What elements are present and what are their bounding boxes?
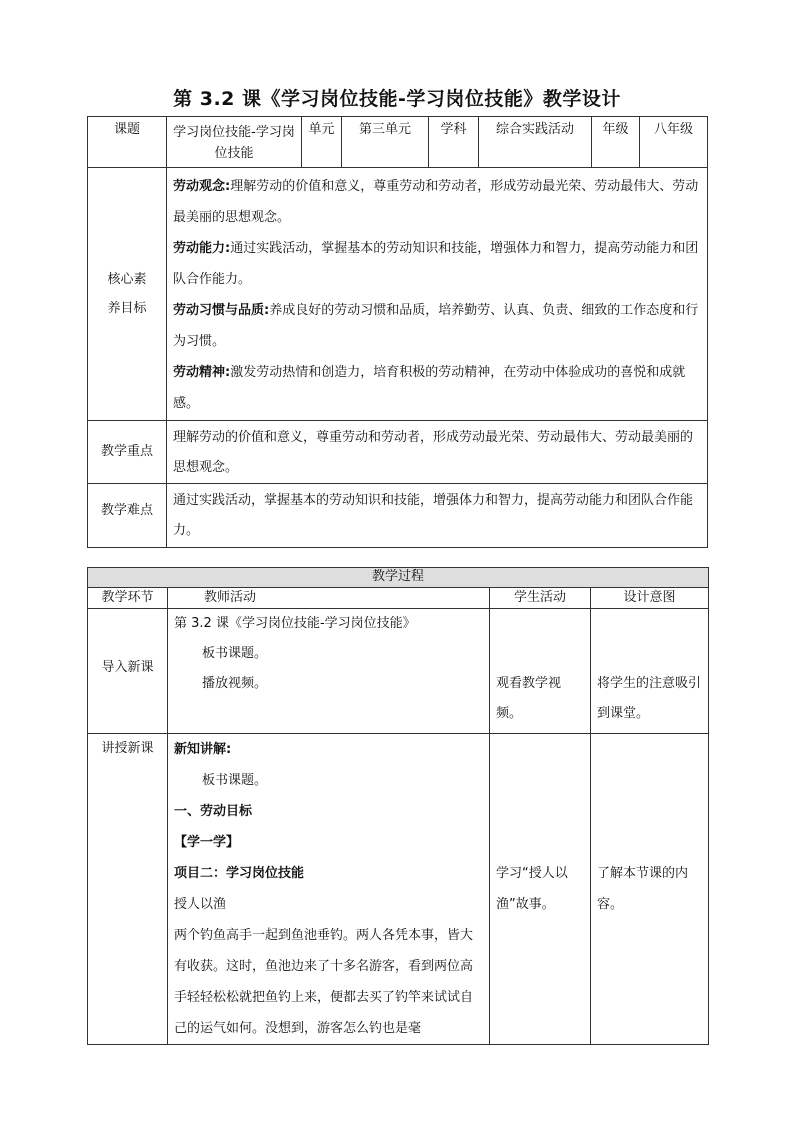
difficulty-label: 教学难点: [88, 484, 167, 548]
core-item: [173, 295, 701, 357]
info-table: [87, 116, 708, 548]
core-item: [173, 233, 701, 295]
difficulty-text: 通过实践活动，掌握基本的劳动知识和技能，增强体力和智力，提高劳动能力和团队合作能力。: [167, 484, 708, 548]
teach-stage: 讲授新课: [88, 734, 168, 1045]
intro-stage: 导入新课: [88, 609, 168, 734]
core-item-text: 激发劳动热情和创造力，培育积极的劳动精神，在劳动中体验成功的喜悦和成就感。: [173, 365, 686, 411]
core-row: [88, 168, 708, 421]
page-title: 第 3.2 课《学习岗位技能-学习岗位技能》教学设计: [173, 88, 621, 110]
col-student-header: 学生活动: [490, 588, 591, 609]
intro-teacher: [168, 609, 490, 734]
key-point-text: 理解劳动的价值和意义，尊重劳动和劳动者，形成劳动最光荣、劳动最伟大、劳动最美丽的思想观念。: [167, 421, 708, 484]
core-content: [167, 168, 708, 421]
unit-value: 第三单元: [342, 117, 429, 168]
unit-label: 单元: [302, 117, 342, 168]
teach-teacher-line: 新知讲解:: [174, 742, 232, 757]
teach-teacher-line: 一、劳动目标: [174, 804, 253, 819]
grade-label: 年级: [592, 117, 640, 168]
topic-label: 课题: [88, 117, 167, 168]
process-table: [87, 567, 709, 1045]
teach-teacher-line: 授人以渔: [174, 897, 227, 912]
teach-teacher-line: 项目二：学习岗位技能: [174, 866, 305, 881]
teach-story-text: 两个钓鱼高手一起到鱼池垂钓。两人各凭本事，皆大有收获。这时，鱼池边来了十多名游客，看到两位高手轻轻松松就把鱼钓上来，便都去买了钓竿来试试自己的运气如何。没想到，游客怎么钓也是毫: [174, 928, 474, 1036]
key-point-row: [88, 421, 708, 484]
intro-intent: 将学生的注意吸引到课堂。: [591, 609, 709, 734]
process-title: 教学过程: [88, 568, 709, 588]
col-stage-header: 教学环节: [88, 588, 168, 609]
subject-label: 学科: [429, 117, 479, 168]
core-item-text: 理解劳动的价值和意义，尊重劳动和劳动者，形成劳动最光荣、劳动最伟大、劳动最美丽的思想观念。: [173, 179, 699, 225]
key-point-label: 教学重点: [88, 421, 167, 484]
teach-intent: 了解本节课的内容。: [591, 734, 709, 1045]
topic-value: 学习岗位技能-学习岗位技能: [167, 117, 302, 168]
info-row: [88, 117, 708, 168]
difficulty-row: [88, 484, 708, 548]
core-item-head: 劳动习惯与品质:: [173, 303, 270, 318]
core-item-text: 养成良好的劳动习惯和品质，培养勤劳、认真、负责、细致的工作态度和行为习惯。: [173, 303, 699, 349]
core-label: 核心素养目标: [88, 168, 167, 421]
teach-teacher: [168, 734, 490, 1045]
subject-value: 综合实践活动: [479, 117, 592, 168]
intro-teacher-line: 板书课题。: [202, 646, 268, 661]
teach-teacher-line: 板书课题。: [202, 773, 268, 788]
intro-teacher-line: 播放视频。: [202, 676, 268, 691]
core-item-head: 劳动能力:: [173, 241, 231, 256]
process-header-row: [88, 588, 709, 609]
teach-row: [88, 734, 709, 1045]
col-teacher-header: 教师活动: [168, 588, 490, 609]
grade-value: 八年级: [640, 117, 708, 168]
core-item-head: 劳动观念:: [173, 179, 231, 194]
intro-teacher-line: 第 3.2 课《学习岗位技能-学习岗位技能》: [174, 616, 416, 631]
core-item-head: 劳动精神:: [173, 365, 231, 380]
col-intent-header: 设计意图: [591, 588, 709, 609]
core-item-text: 通过实践活动，掌握基本的劳动知识和技能，增强体力和智力，提高劳动能力和团队合作能力。: [173, 241, 699, 287]
intro-row: [88, 609, 709, 734]
core-item: [173, 357, 701, 419]
teach-teacher-line: 【学一学】: [174, 835, 240, 850]
teach-student: 学习“授人以渔”故事。: [490, 734, 591, 1045]
intro-student: 观看教学视频。: [490, 609, 591, 734]
process-title-row: [88, 568, 709, 588]
core-item: [173, 171, 701, 233]
